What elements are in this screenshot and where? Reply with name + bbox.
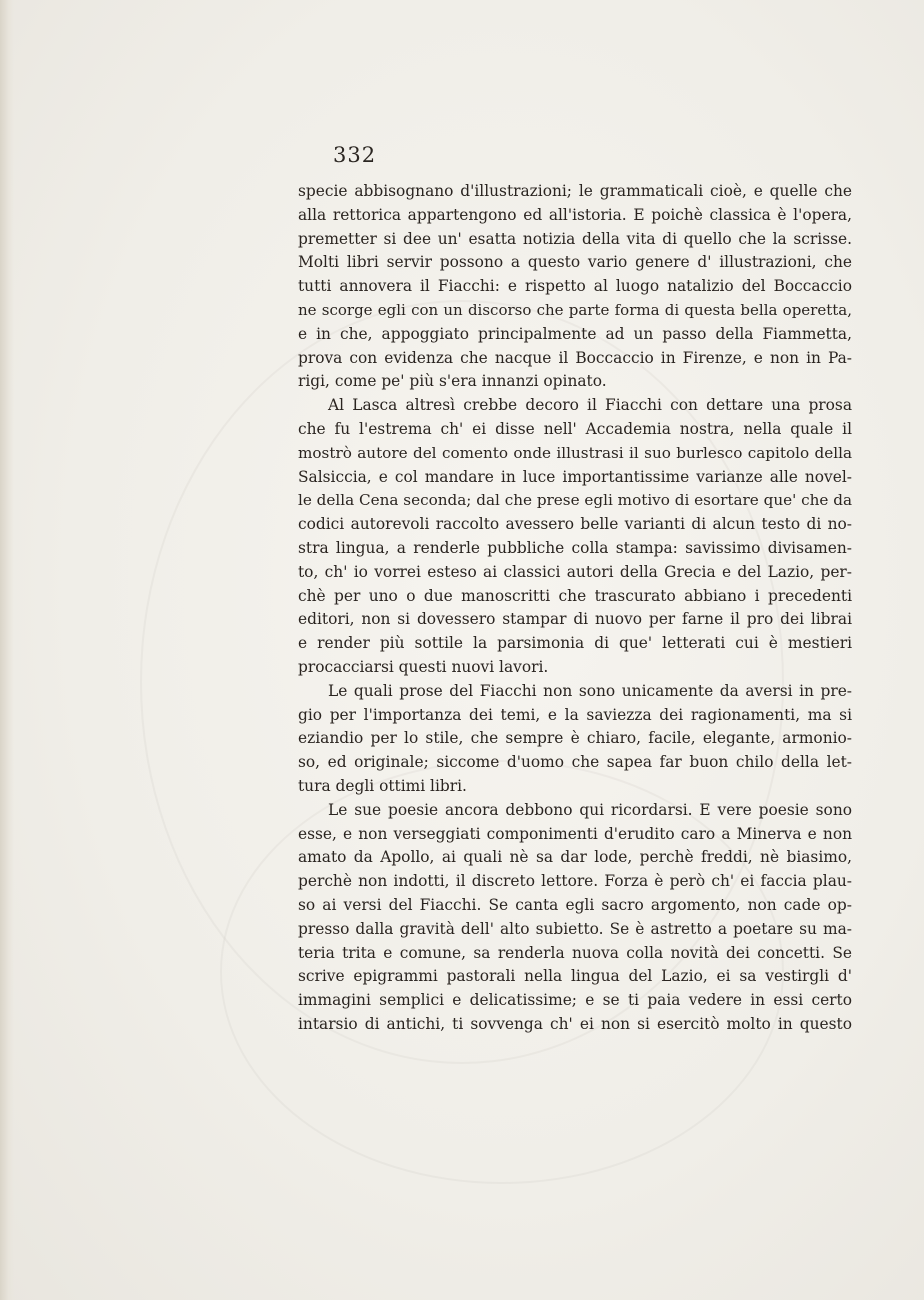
text-line: intarsio di antichi, ti sovvenga ch' ei non si esercitò molto in questo xyxy=(298,1014,852,1033)
text-line: eziandio per lo stile, che sempre è chiaro, facile, elegante, armonio- xyxy=(298,729,852,748)
text-line: premetter si dee un' esatta notizia della vita di quello che la scrisse. xyxy=(298,229,852,248)
text-line: chè per uno o due manoscritti che trascurato abbiano i precedenti xyxy=(298,586,852,605)
text-line: procacciarsi questi nuovi lavori. xyxy=(298,657,549,676)
text-line: specie abbisognano d'illustrazioni; le grammaticali cioè, e quelle che xyxy=(298,182,852,200)
text-line: esse, e non verseggiati componimenti d'erudito caro a Minerva e non xyxy=(298,824,852,843)
paragraph-start-line: Al Lasca altresì crebbe decoro il Fiacchi con dettare una prosa xyxy=(328,396,852,415)
text-line: e render più sottile la parsimonia di que' letterati cui è mestieri xyxy=(298,634,852,653)
paragraph-start-line: Le quali prose del Fiacchi non sono unicamente da aversi in pre- xyxy=(328,681,852,700)
text-line: so ai versi del Fiacchi. Se canta egli sacro argomento, non cade op- xyxy=(298,895,852,914)
text-line: editori, non si dovessero stampar di nuovo per farne il pro dei librai xyxy=(298,610,852,629)
page-binding-edge xyxy=(0,0,14,1300)
text-line: prova con evidenza che nacque il Boccaccio in Firenze, e non in Pa- xyxy=(298,348,852,367)
text-line: amato da Apollo, ai quali nè sa dar lode, perchè freddi, nè biasimo, xyxy=(298,848,852,867)
text-line: le della Cena seconda; dal che prese egli motivo di esortare que' che da xyxy=(298,491,852,510)
text-line: che fu l'estrema ch' ei disse nell' Accademia nostra, nella quale il xyxy=(298,419,852,438)
text-line: mostrò autore del comento onde illustrasi il suo burlesco capitolo della xyxy=(298,443,852,462)
text-line: Molti libri servir possono a questo vario genere d' illustrazioni, che xyxy=(298,253,852,272)
text-line: Salsiccia, e col mandare in luce importantissime varianze alle novel- xyxy=(298,467,852,486)
text-line: codici autorevoli raccolto avessero belle varianti di alcun testo di no- xyxy=(298,515,852,534)
body-text xyxy=(298,180,852,1037)
text-line: gio per l'importanza dei temi, e la saviezza dei ragionamenti, ma si xyxy=(298,705,852,724)
text-line: to, ch' io vorrei esteso ai classici autori della Grecia e del Lazio, per- xyxy=(298,562,852,581)
paragraph-start-line: Le sue poesie ancora debbono qui ricordarsi. E vere poesie sono xyxy=(328,800,852,819)
text-line: presso dalla gravità dell' alto subietto. Se è astretto a poetare su ma- xyxy=(298,919,852,938)
text-line: teria trita e comune, sa renderla nuova colla novità dei concetti. Se xyxy=(298,943,852,962)
text-line: stra lingua, a renderle pubbliche colla stampa: savissimo divisamen- xyxy=(298,538,852,557)
text-line: immagini semplici e delicatissime; e se ti paia vedere in essi certo xyxy=(298,991,852,1010)
text-line: ne scorge egli con un discorso che parte forma di questa bella operetta, xyxy=(298,300,852,319)
text-line: scrive epigrammi pastorali nella lingua del Lazio, ei sa vestirgli d' xyxy=(298,967,852,986)
text-line: tutti annovera il Fiacchi: e rispetto al luogo natalizio del Boccaccio xyxy=(298,277,852,296)
text-line: rigi, come pe' più s'era innanzi opinato. xyxy=(298,372,607,391)
text-line: e in che, appoggiato principalmente ad un passo della Fiammetta, xyxy=(298,324,852,343)
text-line: tura degli ottimi libri. xyxy=(298,776,467,795)
page-number: 332 xyxy=(333,143,377,167)
text-line: alla rettorica appartengono ed all'istoria. E poichè classica è l'opera, xyxy=(298,205,852,224)
text-line: so, ed originale; siccome d'uomo che sapea far buon chilo della let- xyxy=(298,753,852,772)
text-line: perchè non indotti, il discreto lettore. Forza è però ch' ei faccia plau- xyxy=(298,872,852,891)
